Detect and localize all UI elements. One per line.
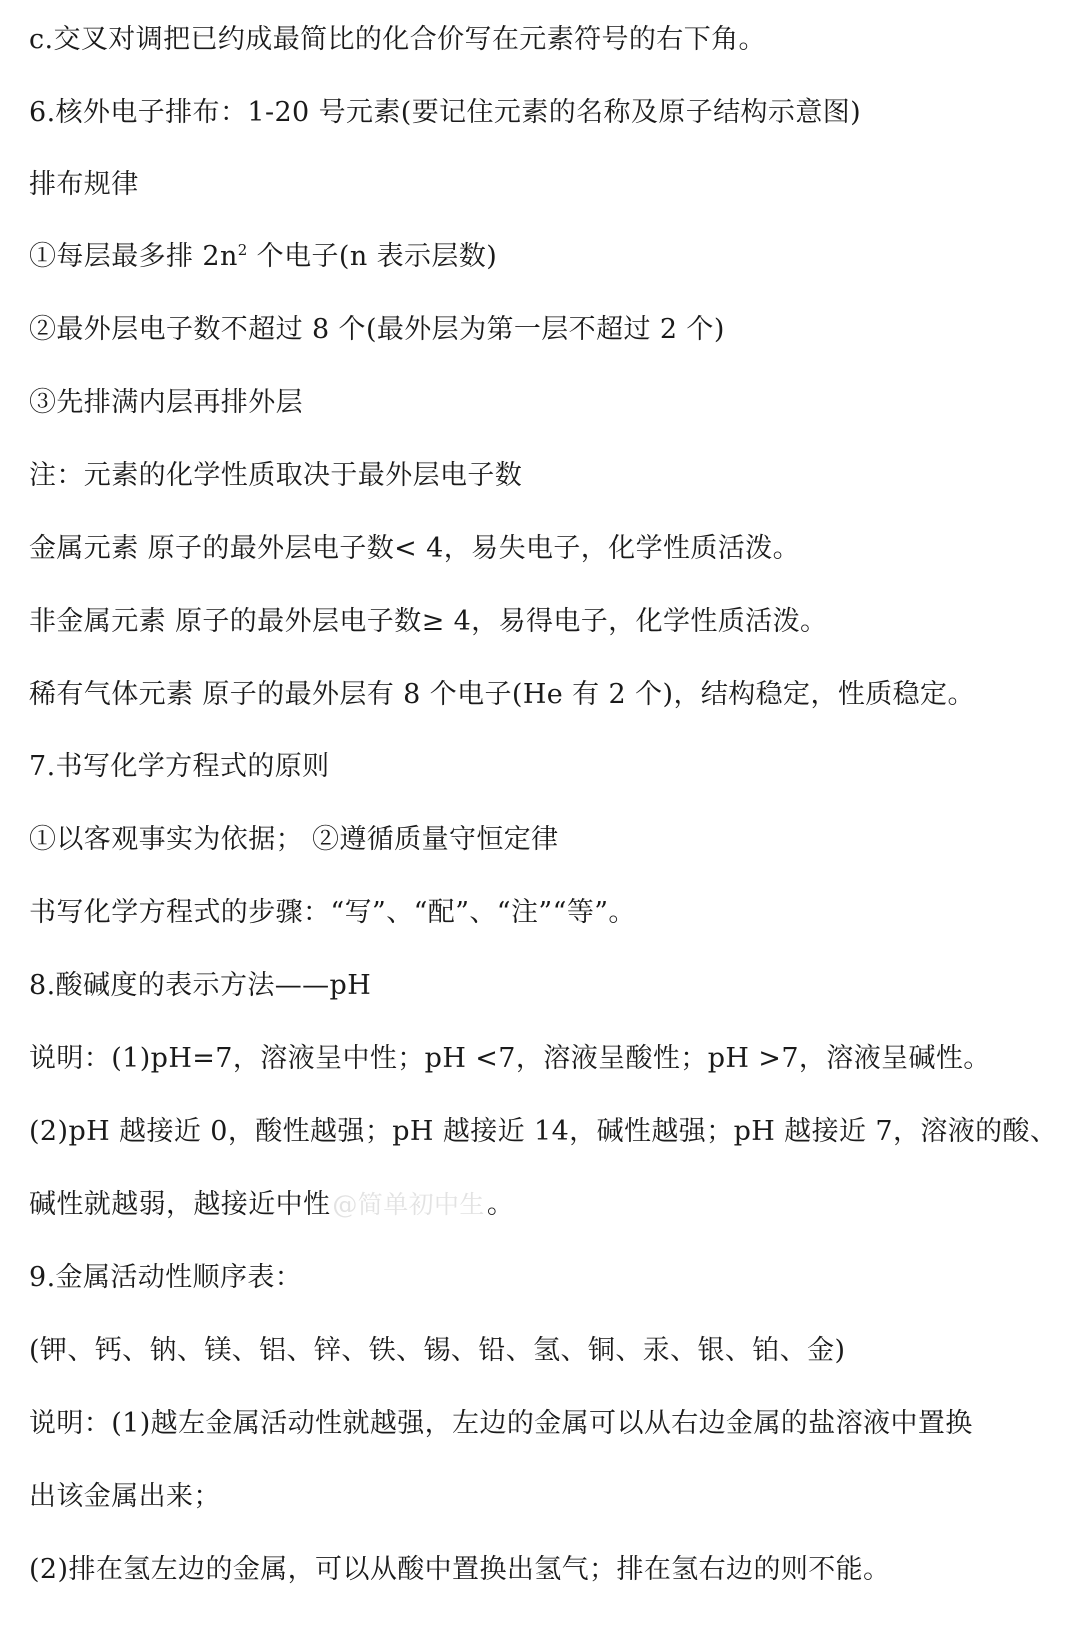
text-metal-activity-explanation-2: (2)排在氢左边的金属，可以从酸中置换出氢气；排在氢右边的则不能。 bbox=[29, 1554, 891, 1585]
text-metal-activity-list: (钾、钙、钠、镁、铝、锌、铁、锡、铅、氢、铜、汞、银、铂、金) bbox=[29, 1335, 846, 1366]
text-metal-activity-explanation-1: 说明：(1)越左金属活动性就越强，左边的金属可以从右边金属的盐溶液中置换 bbox=[29, 1408, 973, 1439]
text-ph-continued-before: 碱性就越弱，越接近中性 bbox=[29, 1189, 331, 1220]
text-equation-principles: ①以客观事实为依据； ②遵循质量守恒定律 bbox=[29, 824, 559, 855]
rule-fill-inner-first: ③先排满内层再排外层 bbox=[29, 387, 303, 418]
rule-max-electrons-text-before: ①每层最多排 2n bbox=[29, 241, 238, 272]
subheading-arrangement-rules: 排布规律 bbox=[29, 169, 139, 200]
watermark: @简单初中生 bbox=[332, 1190, 485, 1219]
heading-equation-principles: 7.书写化学方程式的原则 bbox=[29, 751, 330, 782]
rule-max-electrons-text-after: 个电子(n 表示层数) bbox=[247, 241, 498, 272]
heading-metal-activity-series: 9.金属活动性顺序表： bbox=[29, 1262, 303, 1293]
text-ph-continued-after: 。 bbox=[486, 1189, 515, 1220]
text-ph-explanation-1: 说明：(1)pH=7，溶液呈中性；pH <7，溶液呈酸性；pH >7，溶液呈碱性。 bbox=[29, 1043, 991, 1074]
heading-ph: 8.酸碱度的表示方法——pH bbox=[29, 970, 372, 1001]
rule-max-electrons-per-shell bbox=[29, 232, 1068, 282]
heading-electron-configuration: 6.核外电子排布：1-20 号元素(要记住元素的名称及原子结构示意图) bbox=[29, 97, 862, 128]
text-equation-steps: 书写化学方程式的步骤：“写”、“配”、“注”“等”。 bbox=[29, 897, 636, 928]
text-ph-explanation-2: (2)pH 越接近 0，酸性越强；pH 越接近 14，碱性越强；pH 越接近 7，溶液的酸、 bbox=[29, 1116, 1058, 1147]
text-nonmetal-elements: 非金属元素 原子的最外层电子数≥ 4，易得电子，化学性质活泼。 bbox=[29, 606, 828, 637]
text-metal-elements: 金属元素 原子的最外层电子数< 4，易失电子，化学性质活泼。 bbox=[29, 533, 800, 564]
text-ph-explanation-2-continued bbox=[29, 1180, 1068, 1230]
rule-outer-shell-limit: ②最外层电子数不超过 8 个(最外层为第一层不超过 2 个) bbox=[29, 314, 725, 345]
text-line-valence-rule: c.交叉对调把已约成最简比的化合价写在元素符号的右下角。 bbox=[29, 24, 766, 55]
text-noble-gas-elements: 稀有气体元素 原子的最外层有 8 个电子(He 有 2 个)，结构稳定，性质稳定。 bbox=[29, 679, 975, 710]
note-chemical-property: 注：元素的化学性质取决于最外层电子数 bbox=[29, 460, 523, 491]
text-metal-activity-explanation-1-continued: 出该金属出来； bbox=[29, 1481, 221, 1512]
superscript-two: 2 bbox=[237, 241, 248, 259]
